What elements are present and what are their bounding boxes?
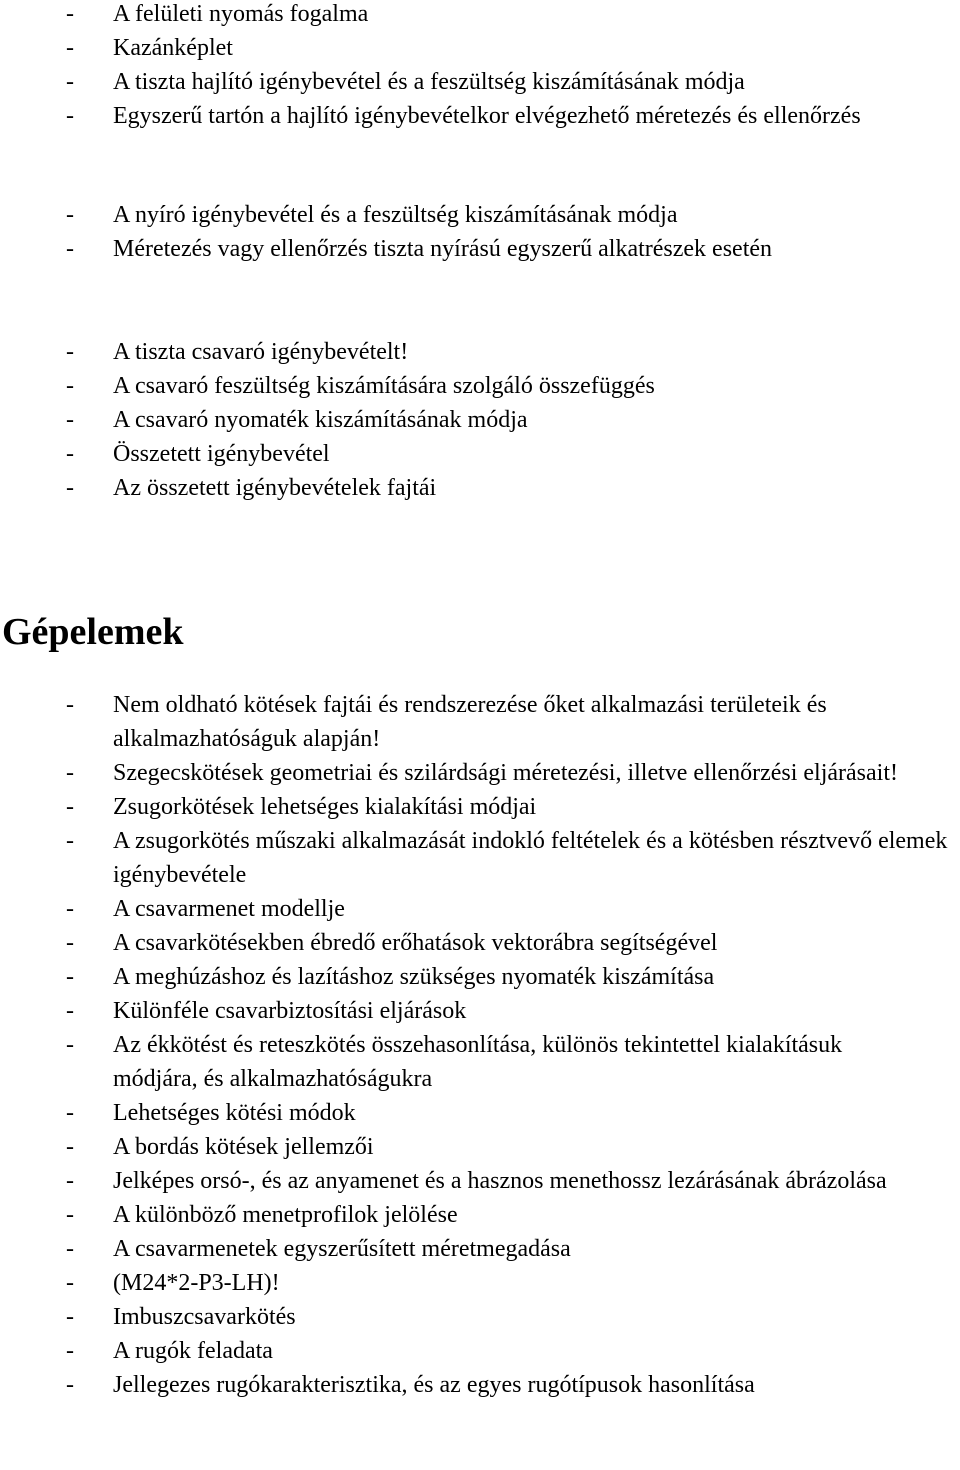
- list-item: - Szegecskötések geometriai és szilárdsági méretezési, illetve ellenőrzési eljárásait!: [0, 756, 960, 790]
- dash-bullet: -: [66, 998, 74, 1024]
- list-item: - A csavarkötésekben ébredő erőhatások vektorábra segítségével: [0, 926, 960, 960]
- list-item: - Kazánképlet: [0, 31, 960, 65]
- dash-bullet: -: [66, 1, 74, 27]
- list-item: - A különböző menetprofilok jelölése: [0, 1198, 960, 1232]
- list-item: - Méretezés vagy ellenőrzés tiszta nyírású egyszerű alkatrészek esetén: [0, 232, 960, 266]
- list-item: - Összetett igénybevétel: [0, 437, 960, 471]
- list-item: - A bordás kötések jellemzői: [0, 1130, 960, 1164]
- topic-list-torsion: [0, 335, 960, 505]
- dash-bullet: -: [66, 692, 74, 718]
- dash-bullet: -: [66, 441, 74, 467]
- list-item: - Lehetséges kötési módok: [0, 1096, 960, 1130]
- dash-bullet: -: [66, 896, 74, 922]
- dash-bullet: -: [66, 1168, 74, 1194]
- section-heading: Gépelemek: [2, 611, 184, 653]
- dash-bullet: -: [66, 964, 74, 990]
- dash-bullet: -: [66, 373, 74, 399]
- list-item: - A meghúzáshoz és lazításhoz szükséges nyomaték kiszámítása: [0, 960, 960, 994]
- topic-list-machine-elements: [0, 688, 960, 1402]
- topic-list-shear: [0, 198, 960, 266]
- dash-bullet: -: [66, 760, 74, 786]
- dash-bullet: -: [66, 1100, 74, 1126]
- list-item: - A nyíró igénybevétel és a feszültség kiszámításának módja: [0, 198, 960, 232]
- dash-bullet: -: [66, 1372, 74, 1398]
- list-item: - A csavaró feszültség kiszámítására szolgáló összefüggés: [0, 369, 960, 403]
- dash-bullet: -: [66, 236, 74, 262]
- dash-bullet: -: [66, 1304, 74, 1330]
- list-item: - Az ékkötést és reteszkötés összehasonlítása, különös tekintettel kialakításuk módjára, és alkalmazhatóságukra: [0, 1028, 960, 1096]
- list-item: - A rugók feladata: [0, 1334, 960, 1368]
- list-item: - Zsugorkötések lehetséges kialakítási módjai: [0, 790, 960, 824]
- topic-list-bending: [0, 0, 960, 133]
- dash-bullet: -: [66, 828, 74, 854]
- list-item: - (M24*2-P3-LH)!: [0, 1266, 960, 1300]
- dash-bullet: -: [66, 103, 74, 129]
- list-item: - Különféle csavarbiztosítási eljárások: [0, 994, 960, 1028]
- list-item: - Imbuszcsavarkötés: [0, 1300, 960, 1334]
- list-item: - A felületi nyomás fogalma: [0, 0, 960, 31]
- dash-bullet: -: [66, 794, 74, 820]
- list-item: - Nem oldható kötések fajtái és rendszerezése őket alkalmazási területeik és alkalmazhatóságuk alapján!: [0, 688, 960, 756]
- dash-bullet: -: [66, 339, 74, 365]
- dash-bullet: -: [66, 202, 74, 228]
- list-item: - Jellegezes rugókarakterisztika, és az egyes rugótípusok hasonlítása: [0, 1368, 960, 1402]
- list-item: - A tiszta csavaró igénybevételt!: [0, 335, 960, 369]
- list-item: - A zsugorkötés műszaki alkalmazását indokló feltételek és a kötésben résztvevő elemek igénybevétele: [0, 824, 960, 892]
- dash-bullet: -: [66, 1202, 74, 1228]
- list-item: - A csavaró nyomaték kiszámításának módja: [0, 403, 960, 437]
- dash-bullet: -: [66, 475, 74, 501]
- dash-bullet: -: [66, 1032, 74, 1058]
- dash-bullet: -: [66, 930, 74, 956]
- list-item: - Egyszerű tartón a hajlító igénybevételkor elvégezhető méretezés és ellenőrzés: [0, 99, 960, 133]
- dash-bullet: -: [66, 1338, 74, 1364]
- list-item: - Az összetett igénybevételek fajtái: [0, 471, 960, 505]
- dash-bullet: -: [66, 1134, 74, 1160]
- dash-bullet: -: [66, 1236, 74, 1262]
- dash-bullet: -: [66, 69, 74, 95]
- dash-bullet: -: [66, 1270, 74, 1296]
- dash-bullet: -: [66, 407, 74, 433]
- list-item: - A tiszta hajlító igénybevétel és a feszültség kiszámításának módja: [0, 65, 960, 99]
- dash-bullet: -: [66, 35, 74, 61]
- list-item: - A csavarmenetek egyszerűsített méretmegadása: [0, 1232, 960, 1266]
- list-item: - A csavarmenet modellje: [0, 892, 960, 926]
- list-item: - Jelképes orsó-, és az anyamenet és a hasznos menethossz lezárásának ábrázolása: [0, 1164, 960, 1198]
